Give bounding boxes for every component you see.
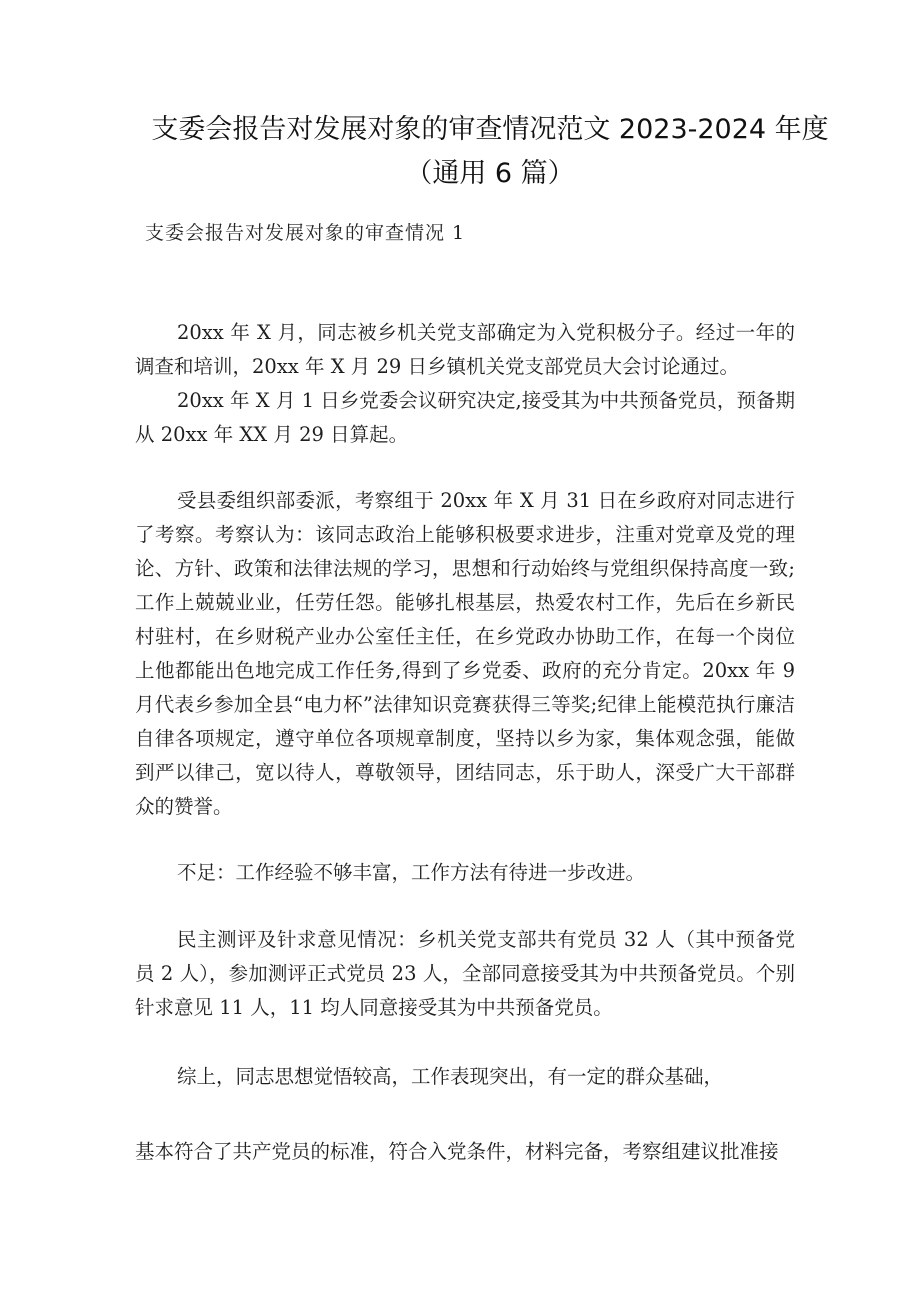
section-heading: 支委会报告对发展对象的审查情况 1: [145, 222, 466, 244]
document-title: 支委会报告对发展对象的审查情况范文 2023-2024 年度（通用 6 篇）: [151, 114, 829, 189]
paragraph-6: 综上，同志思想觉悟较高，工作表现突出，有一定的群众基础，: [177, 1065, 724, 1088]
paragraph-2: 20xx 年 X 月 1 日乡党委会议研究决定,接受其为中共预备党员，预备期从 20xx 年 XX 月 29 日算起。: [135, 389, 795, 446]
paragraph-1: 20xx 年 X 月，同志被乡机关党支部确定为入党积极分子。经过一年的调查和培训，20xx 年 X 月 29 日乡镇机关党支部党员大会讨论通过。: [135, 321, 795, 378]
paragraph-5: 民主测评及针求意见情况：乡机关党支部共有党员 32 人（其中预备党员 2 人），参加测评正式党员 23 人，全部同意接受其为中共预备党员。个别针求意见 11 人，11 均人同意接受其为中共预备党员。: [135, 928, 795, 1019]
paragraph-3: 受县委组织部委派，考察组于 20xx 年 X 月 31 日在乡政府对同志进行了考察。考察认为：该同志政治上能够积极要求进步，注重对党章及党的理论、方针、政策和法律法规的学习，思想和行动始终与党组织保持高度一致;工作上兢兢业业，任劳任怨。能够扎根基层，热爱农村工作，先后在乡新民村驻村，在乡财税产业办公室任主任，在乡党政办协助工作，在每一个岗位上他都能出色地完成工作任务,得到了乡党委、政府的充分肯定。20xx 年 9 月代表乡参加全县“电力杯”法律知识竞赛获得三等奖;纪律上能模范执行廉洁自律各项规定，遵守单位各项规章制度，坚持以乡为家，集体观念强，能做到严以律己，宽以待人，尊敬领导，团结同志，乐于助人，深受广大干部群众的赞誉。: [135, 489, 795, 818]
paragraph-4: 不足：工作经验不够丰富，工作方法有待进一步改进。: [177, 861, 646, 884]
paragraph-7: 基本符合了共产党员的标准，符合入党条件，材料完备，考察组建议批准接: [135, 1140, 779, 1163]
